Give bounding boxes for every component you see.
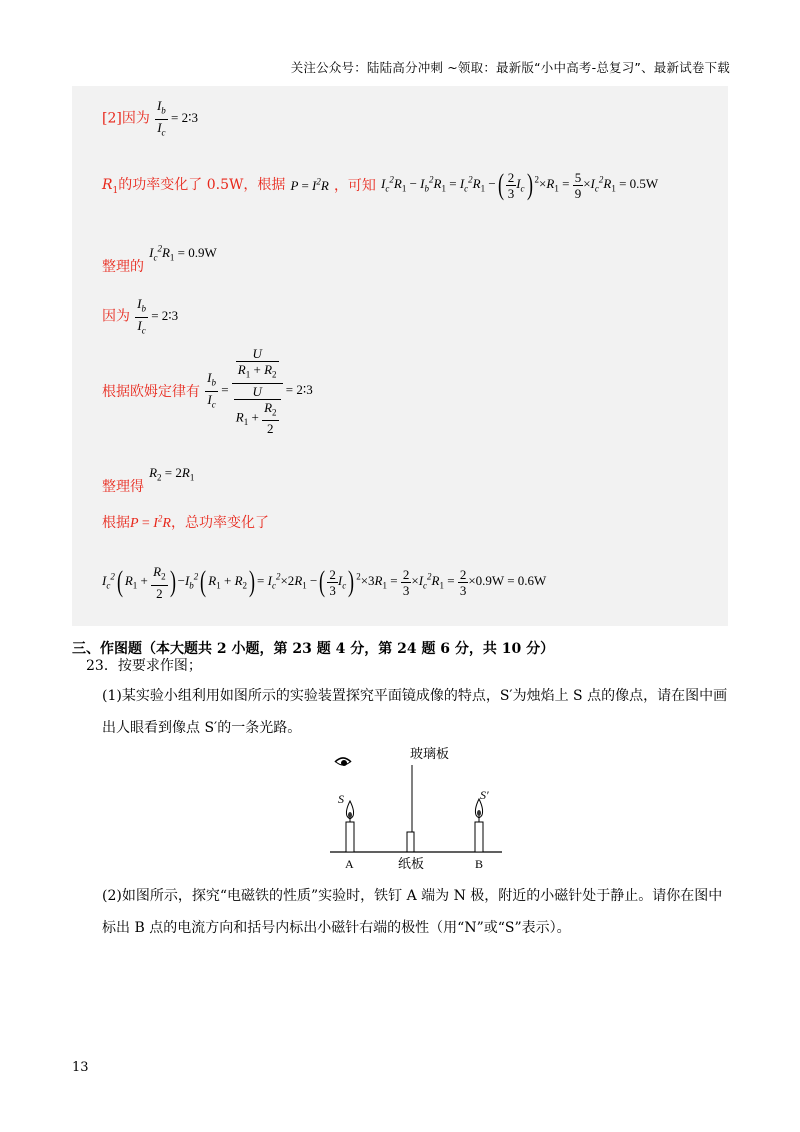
- answer-label: [2]因为: [102, 110, 150, 127]
- r1-subscript: 1: [112, 185, 119, 196]
- mirror-diagram: [330, 745, 530, 875]
- question-part-1: [102, 682, 742, 742]
- answer-line-4: [102, 296, 178, 338]
- answer-line-8: [102, 564, 546, 601]
- r1-symbol: R: [102, 177, 113, 194]
- glass-base: [407, 832, 414, 852]
- formula: $I_c^2$( $R_1$ + $\frac{R_2}{2}$ ) $-I_b^2$( $R_1 + R_2) = I_c^2\times 2R_1$ −( $\frac{2}{3}$ $I_c$) $^2\times 3R_1$ = $\frac{2}{3}$ $\times I_c^2R_1$ = $\frac{2}{3}$ ×0.9W = 0.6W: [102, 564, 547, 601]
- formula: $R_2 = 2R_1$: [149, 465, 195, 483]
- page-header: 关注公众号：陆陆高分冲刺 ~领取：最新版“小中高考-总复习”、最新试卷下载: [290, 60, 730, 75]
- s-label: S: [338, 792, 344, 806]
- answer-text: ，可知: [333, 178, 376, 194]
- answer-line-2: [102, 168, 658, 202]
- candle-a: [346, 801, 354, 852]
- question-stem: 23．按要求作图；: [86, 658, 202, 674]
- answer-line-5: [102, 346, 313, 436]
- formula: $P = I^2R$: [290, 176, 329, 193]
- question-text: (1)某实验小组利用如图所示的实验装置探究平面镜成像的特点，S′为烛焰上 S 点的像点，请在图中画: [102, 688, 728, 704]
- answer-line-1: [102, 98, 198, 140]
- eye-icon: [335, 758, 351, 766]
- formula: $I_c^2R_1 = 0.9W$: [149, 243, 217, 263]
- a-label: A: [345, 857, 354, 871]
- answer-text: ，总功率变化了: [170, 515, 269, 531]
- answer-line-3: [102, 242, 217, 275]
- formula: $P = I^2R$: [130, 513, 171, 531]
- candle-b: [475, 799, 483, 852]
- glass-label: 玻璃板: [410, 747, 450, 762]
- section-title: 三、作图题（本大题共 2 小题，第 23 题 4 分，第 24 题 6 分，共 10 分）: [72, 641, 555, 657]
- answer-label: 整理的: [102, 259, 144, 275]
- paper-label: 纸板: [398, 857, 425, 872]
- formula: $I_c^2R_1 - I_b^2R_1 = I_c^2R_1$ −( $\frac{2}{3}$ $I_c$) $^2\times R_1$ = $\frac{5}{9}$ $\times I_c^2R_1 = 0.5W$: [381, 168, 659, 201]
- b-label: B: [475, 857, 484, 871]
- question-text: 出人眼看到像点 S′的一条光路。: [102, 720, 302, 736]
- answer-line-7: [102, 512, 269, 532]
- page-number: 13: [72, 1060, 89, 1075]
- answer-label: 根据欧姆定律有: [102, 384, 200, 401]
- answer-label: 因为: [102, 308, 130, 325]
- answer-line-6: [102, 462, 195, 495]
- formula: $\frac{I_b}{I_c}$ = $\frac{U}{R_1 + R_2}$ U $R_1$ + $\frac{R_2}{2}$ = 2∶3: [207, 346, 313, 437]
- answer-label: 整理得: [102, 479, 144, 495]
- question-text: (2)如图所示，探究“电磁铁的性质”实验时，铁钉 A 端为 N 极，附近的小磁针处于静止。请你在图中: [102, 888, 723, 904]
- answer-label: 根据: [102, 515, 130, 531]
- s-prime-label: S′: [480, 788, 489, 802]
- question-text: 标出 B 点的电流方向和括号内标出小磁针右端的极性（用“N”或“S”表示）。: [102, 920, 571, 936]
- formula: $\frac{I_b}{I_c}$ = 2∶3: [156, 98, 198, 138]
- question-part-2: [102, 882, 742, 942]
- answer-text: 的功率变化了 0.5W，根据: [118, 177, 286, 194]
- formula: $\frac{I_b}{I_c}$ = 2∶3: [137, 296, 179, 336]
